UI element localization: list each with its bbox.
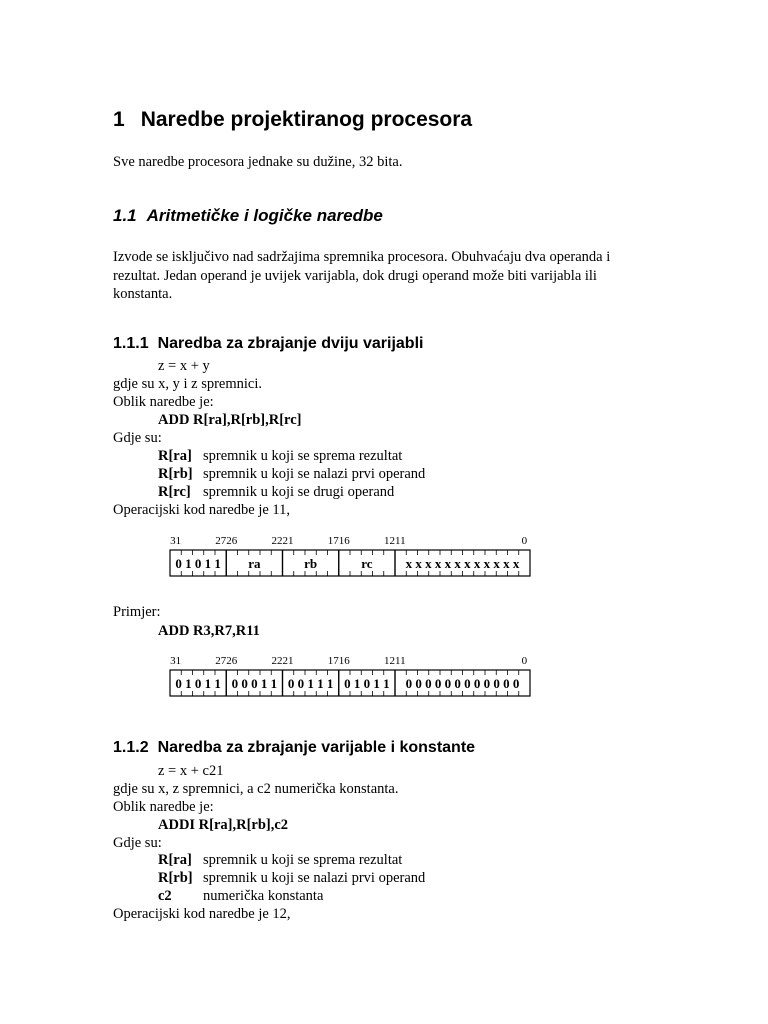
- bit-number-label: 21: [282, 535, 294, 547]
- field-value: 0 1 0 1 1: [344, 676, 390, 691]
- subsubsection-title: Naredba za zbrajanje dviju varijabli: [157, 335, 424, 352]
- subsubsection-heading-2: [113, 739, 475, 757]
- formula: z = x + y: [158, 358, 210, 374]
- bit-number-label: 11: [395, 655, 406, 667]
- field-value: 0 0 1 1 1: [287, 676, 334, 691]
- definition-desc: spremnik u koji se nalazi prvi operand: [203, 466, 426, 482]
- field-value: ra: [248, 556, 261, 571]
- bit-number-label: 26: [226, 535, 238, 547]
- section-heading: [113, 108, 472, 132]
- definition-item: [158, 869, 425, 887]
- definition-item: [158, 887, 425, 905]
- definition-list: [158, 447, 425, 501]
- subsection-heading: [113, 206, 383, 226]
- bit-number-label: 31: [170, 655, 182, 667]
- formula-2: z = x + c21: [158, 763, 224, 779]
- field-value: rb: [304, 556, 318, 571]
- field-value: 0 1 0 1 1: [175, 676, 221, 691]
- bit-number-label: 12: [384, 535, 395, 547]
- subsection-paragraph: Izvode se isključivo nad sadržajima spremnika procesora. Obuhvaćaju dva operanda i rezultat. Jedan operand je uvijek varijabla, dok drugi operand može biti varijabla ili konstanta.: [113, 249, 611, 302]
- bit-number-label: 26: [226, 655, 238, 667]
- field-value: 0 1 0 1 1: [175, 556, 221, 571]
- where-text: gdje su x, y i z spremnici.: [113, 376, 263, 392]
- definition-desc: spremnik u koji se nalazi prvi operand: [203, 870, 426, 886]
- field-value: 0 0 0 0 0 0 0 0 0 0 0 0: [405, 676, 520, 691]
- subsubsection-number: 1.1.2: [113, 739, 149, 756]
- field-value: x x x x x x x x x x x x: [405, 556, 520, 571]
- subsubsection-title: Naredba za zbrajanje varijable i konstante: [157, 739, 476, 756]
- bit-number-label: 0: [521, 655, 528, 667]
- example-label: Primjer:: [113, 604, 161, 620]
- definition-term: R[ra]: [158, 448, 192, 464]
- field-value: 0 0 0 1 1: [231, 676, 278, 691]
- definition-desc: spremnik u koji se sprema rezultat: [203, 852, 403, 868]
- example-encoding-diagram: [160, 652, 540, 704]
- definition-item: [158, 851, 425, 869]
- bit-number-label: 0: [521, 535, 528, 547]
- bit-number-label: 11: [395, 535, 406, 547]
- bit-number-label: 16: [338, 535, 350, 547]
- definition-term: R[rc]: [158, 484, 191, 500]
- section-number: 1: [113, 108, 125, 131]
- definition-desc: spremnik u koji se sprema rezultat: [203, 448, 403, 464]
- bit-number-label: 22: [271, 535, 283, 547]
- bit-number-label: 16: [338, 655, 350, 667]
- definition-item: [158, 465, 425, 483]
- definition-term: R[rb]: [158, 870, 193, 886]
- where-label-2: Gdje su:: [113, 835, 162, 851]
- subsection-title: Aritmetičke i logičke naredbe: [146, 206, 383, 225]
- definition-desc: spremnik u koji se drugi operand: [203, 484, 395, 500]
- where-label: Gdje su:: [113, 430, 162, 446]
- instruction-syntax-2: ADDI R[ra],R[rb],c2: [158, 817, 289, 833]
- bit-number-label: 22: [271, 655, 283, 667]
- form-label: Oblik naredbe je:: [113, 394, 214, 410]
- example-instruction: ADD R3,R7,R11: [158, 623, 260, 639]
- bit-number-label: 12: [384, 655, 395, 667]
- subsubsection-number: 1.1.1: [113, 335, 149, 352]
- intro-text: Sve naredbe procesora jednake su dužine, 32 bita.: [113, 154, 403, 170]
- bit-number-label: 17: [327, 535, 339, 547]
- definition-desc: numerička konstanta: [203, 888, 324, 904]
- opcode-text: Operacijski kod naredbe je 11,: [113, 502, 291, 518]
- where-text-2: gdje su x, z spremnici, a c2 numerička konstanta.: [113, 781, 399, 797]
- bit-number-label: 17: [327, 655, 339, 667]
- section-title: Naredbe projektiranog procesora: [140, 108, 473, 131]
- form-label-2: Oblik naredbe je:: [113, 799, 214, 815]
- instruction-syntax: ADD R[ra],R[rb],R[rc]: [158, 412, 302, 428]
- bit-number-label: 27: [215, 655, 227, 667]
- definition-term: R[rb]: [158, 466, 193, 482]
- definition-item: [158, 483, 425, 501]
- bit-number-label: 31: [170, 535, 182, 547]
- bit-number-label: 21: [282, 655, 294, 667]
- field-value: rc: [361, 556, 373, 571]
- definition-list-2: [158, 851, 425, 905]
- opcode-text-2: Operacijski kod naredbe je 12,: [113, 906, 291, 922]
- subsection-number: 1.1: [113, 206, 137, 225]
- definition-term: R[ra]: [158, 852, 192, 868]
- subsubsection-heading: [113, 335, 423, 353]
- bit-number-label: 27: [215, 535, 227, 547]
- instruction-format-diagram: [160, 532, 540, 584]
- definition-item: [158, 447, 425, 465]
- definition-term: c2: [158, 888, 172, 904]
